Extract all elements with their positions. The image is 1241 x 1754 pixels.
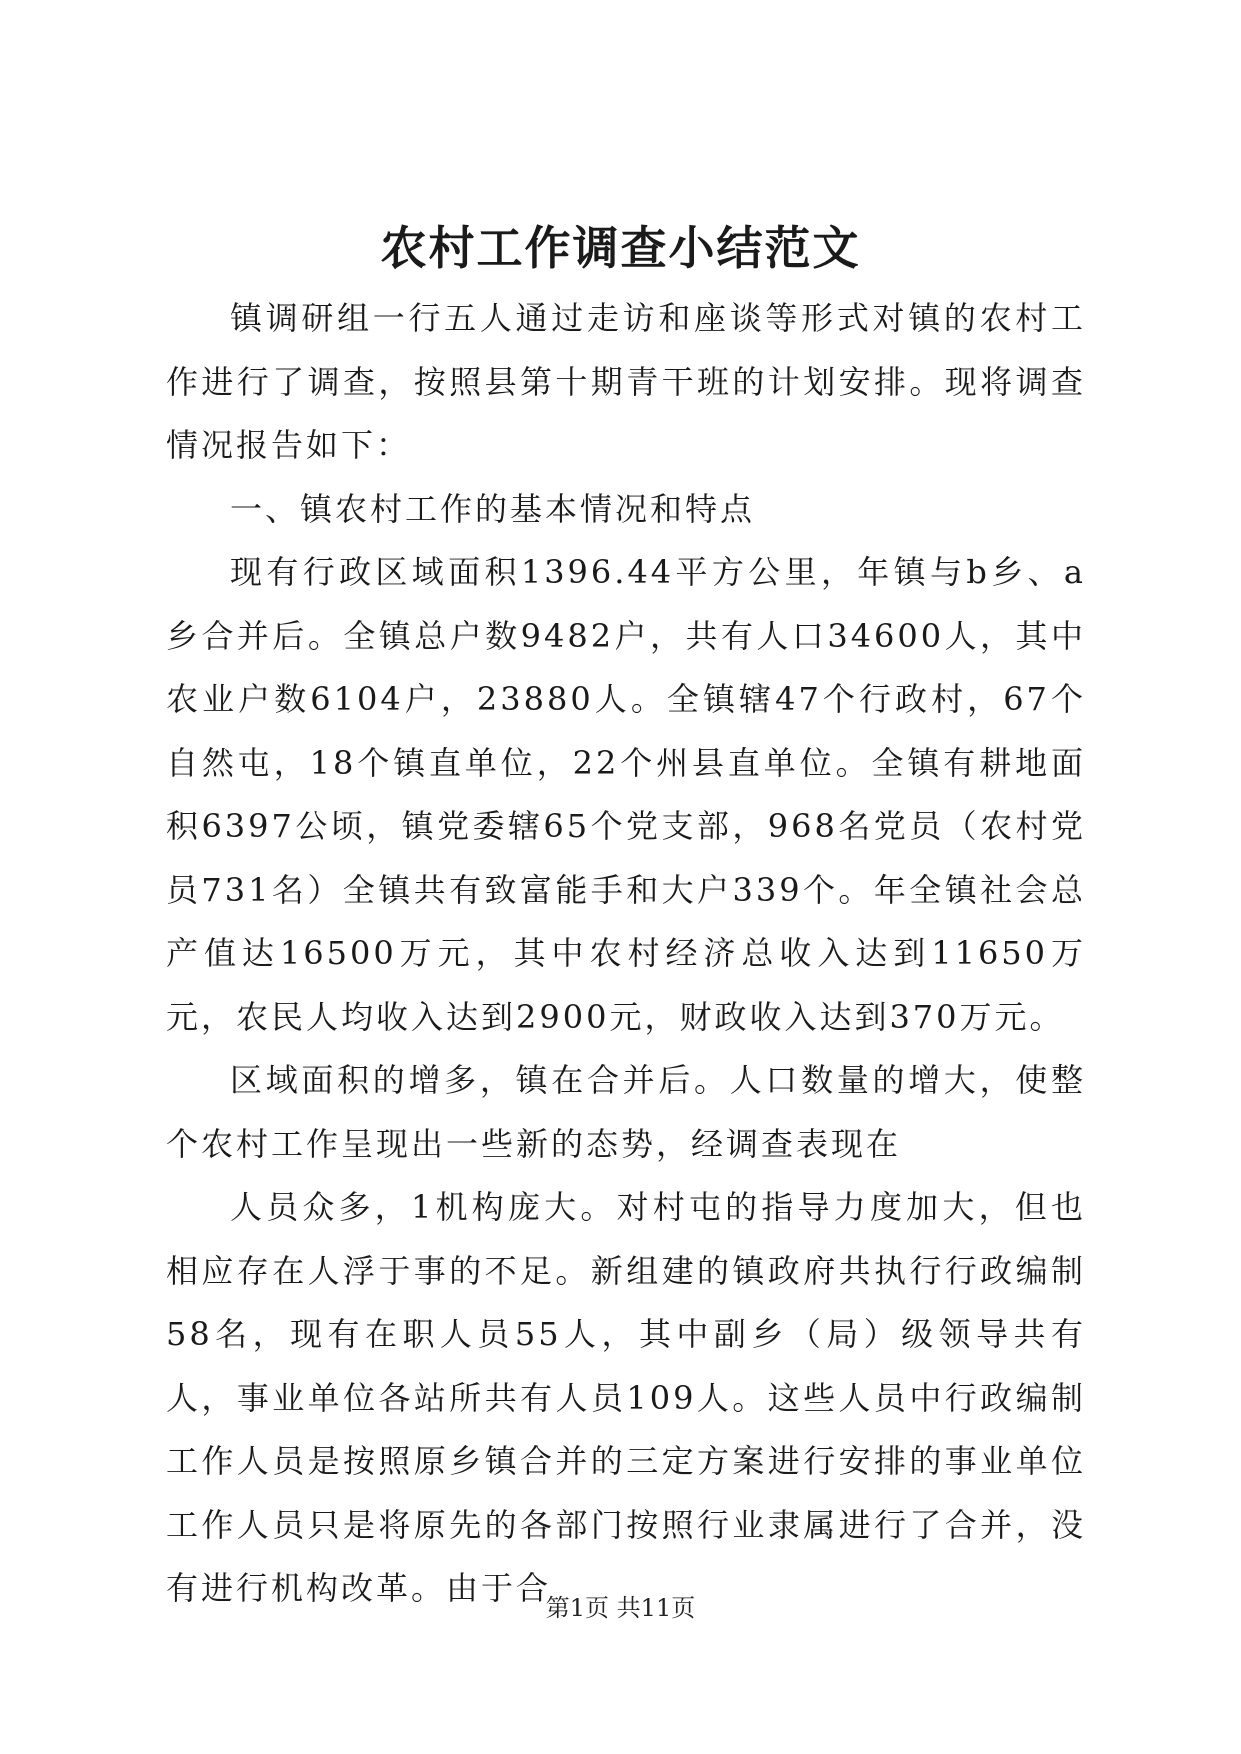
paragraph-staffing: 人员众多，1机构庞大。对村屯的指导力度加大，但也相应存在人浮于事的不足。新组建的镇政府共执行行政编制58名，现有在职人员55人，其中副乡（局）级领导共有人，事业单位各站所共有人员109人。这些人员中行政编制工作人员是按照原乡镇合并的三定方案进行安排的事业单位工作人员只是将原先的各部门按照行业隶属进行了合并，没有进行机构改革。由于合 [166,1188,1086,1607]
paragraph-statistics: 现有行政区域面积1396.44平方公里，年镇与b乡、a乡合并后。全镇总户数9482户，共有人口34600人，其中农业户数6104户，23880人。全镇辖47个行政村，67个自然屯，18个镇直单位，22个州县直单位。全镇有耕地面积6397公顷，镇党委辖65个党支部，968名党员（农村党员731名）全镇共有致富能手和大户339个。年全镇社会总产值达16500万元，其中农村经济总收入达到11650万元，农民人均收入达到2900元，财政收入达到370万元。 [166,553,1086,1036]
section-heading: 一、镇农村工作的基本情况和特点 [230,489,756,528]
paragraph-intro: 镇调研组一行五人通过走访和座谈等形式对镇的农村工作进行了调查，按照县第十期青干班的计划安排。现将调查情况报告如下： [166,299,1086,464]
document-body [166,287,1086,1621]
page-number-footer: 第1页 共11页 [545,1594,696,1622]
document-title: 农村工作调查小结范文 [380,221,861,275]
paragraph-situation: 区域面积的增多，镇在合并后。人口数量的增大，使整个农村工作呈现出一些新的态势，经调查表现在 [166,1061,1086,1163]
